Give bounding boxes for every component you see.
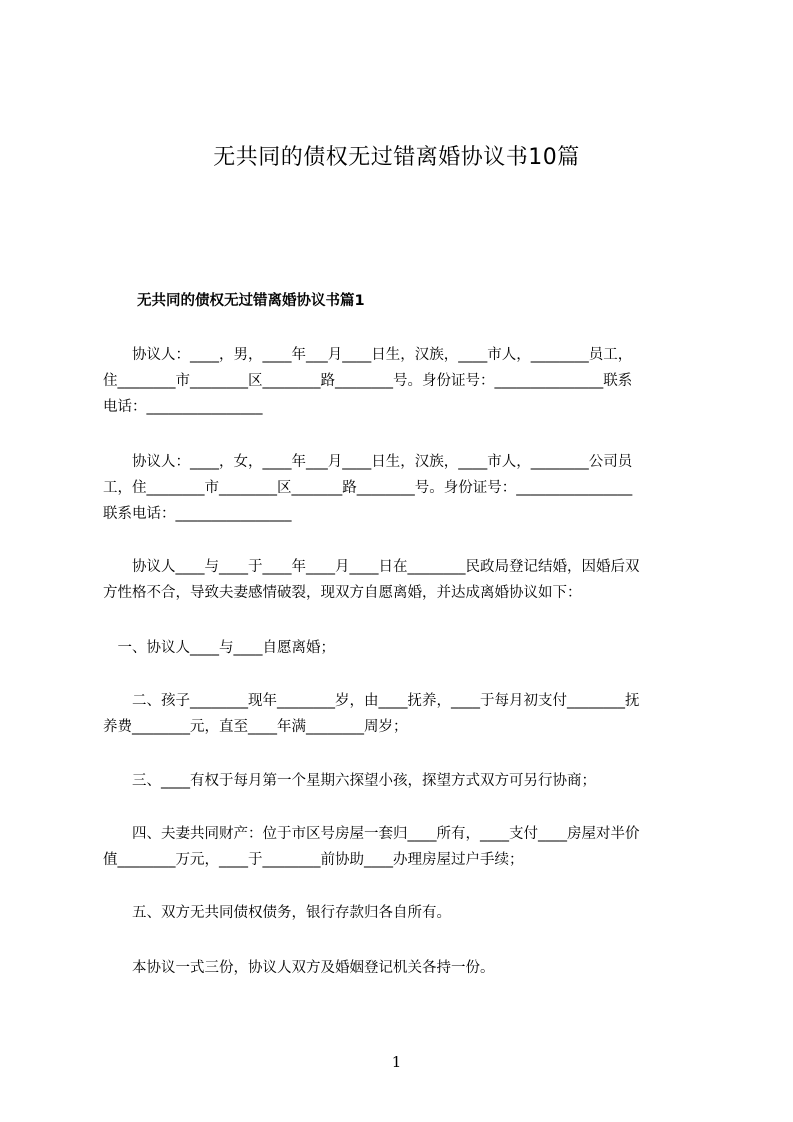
clause-3 — [103, 768, 700, 794]
paragraph-party-male — [103, 342, 700, 420]
page-number: 1 — [391, 1053, 402, 1071]
text-line: 联系电话：________________ — [103, 506, 292, 522]
document-title: 无共同的债权无过错离婚协议书10篇 — [213, 145, 580, 170]
clause-2 — [103, 688, 700, 740]
text-line: 住________市________区________路________号。身份证号：_______________联系 — [103, 373, 633, 389]
text-line: 协议人：____，男，____年___月____日生，汉族，____市人，________员工， — [103, 347, 633, 363]
text-line: 五、双方无共同债权债务，银行存款归各自所有。 — [103, 905, 451, 921]
section-title: 无共同的债权无过错离婚协议书篇1 — [137, 293, 365, 309]
text-line: 协议人____与____于____年____月____日在________民政局登记结婚，因婚后双 — [103, 559, 640, 575]
clause-5 — [103, 900, 700, 926]
text-line: 方性格不合，导致夫妻感情破裂，现双方自愿离婚，并达成离婚协议如下： — [103, 585, 582, 601]
text-line: 二、孩子________现年________岁，由____抚养，____于每月初支付________抚 — [103, 693, 640, 709]
text-line: 四、夫妻共同财产：位于市区号房屋一套归____所有，____支付____房屋对半价 — [103, 826, 640, 842]
text-line: 电话：________________ — [103, 399, 263, 415]
text-line: 工，住________市________区_______路________号。身份证号：________________ — [103, 480, 633, 496]
text-line: 协议人：____，女，____年___月____日生，汉族，____市人，________公司员 — [103, 454, 633, 470]
text-line: 一、协议人____与____自愿离婚； — [103, 640, 335, 656]
paragraph-party-female — [103, 449, 700, 527]
clause-4 — [103, 821, 700, 873]
paragraph-marriage-registration — [103, 554, 700, 606]
closing-paragraph — [103, 955, 700, 981]
text-line: 本协议一式三份，协议人双方及婚姻登记机关各持一份。 — [103, 960, 495, 976]
text-line: 值________万元，____于________前协助____办理房屋过户手续； — [103, 852, 524, 868]
clause-1 — [103, 635, 700, 661]
text-line: 三、____有权于每月第一个星期六探望小孩，探望方式双方可另行协商； — [103, 773, 596, 789]
text-line: 养费________元，直至____年满________周岁； — [103, 719, 408, 735]
